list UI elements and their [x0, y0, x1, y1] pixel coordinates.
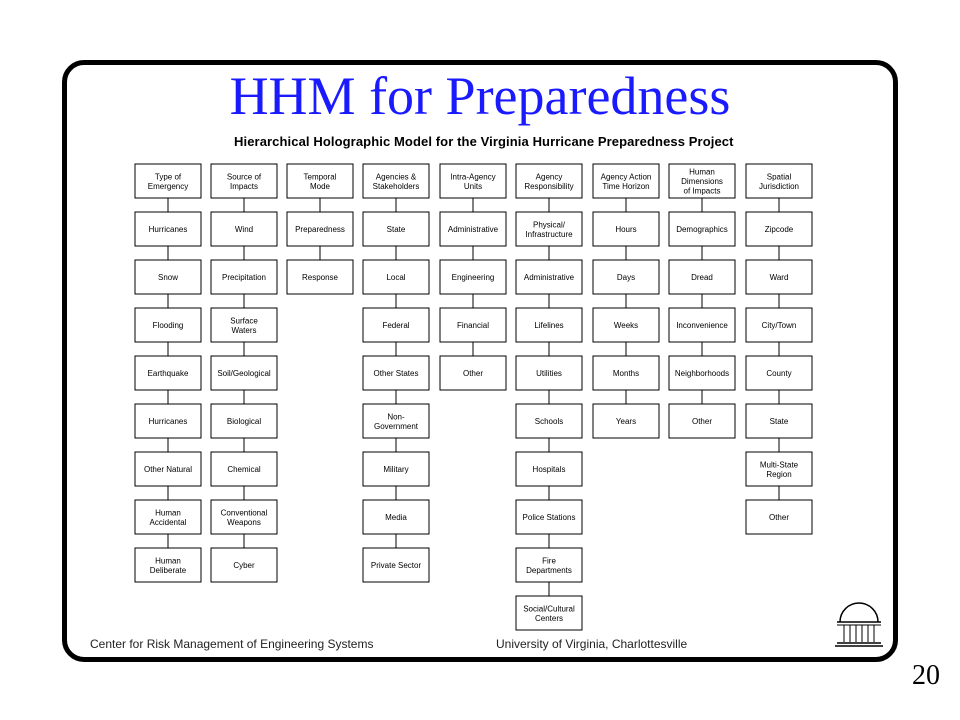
sub-node-5-1-label: Administrative — [447, 225, 499, 234]
sub-node-7-1-label: Hours — [615, 225, 637, 234]
category-node-5-label: Units — [463, 181, 483, 191]
sub-node-7-2 — [593, 260, 659, 294]
sub-node-4-5-label: Government — [373, 421, 419, 431]
sub-node-9-2 — [746, 260, 812, 294]
sub-node-2-8-label: Cyber — [233, 561, 255, 570]
sub-node-2-7-label: Weapons — [227, 517, 261, 527]
sub-node-2-4-label: Soil/Geological — [217, 369, 271, 378]
sub-node-9-2-label: Ward — [769, 273, 789, 282]
sub-node-6-3-label: Lifelines — [534, 321, 564, 330]
category-node-1-label: Type of — [154, 172, 182, 182]
sub-node-2-6 — [211, 452, 277, 486]
category-node-2-label: Source of — [226, 172, 262, 182]
page-number: 20 — [912, 660, 940, 691]
sub-node-2-2 — [211, 260, 277, 294]
sub-node-5-2 — [440, 260, 506, 294]
category-node-5-label: Intra-Agency — [450, 172, 496, 182]
sub-node-4-8-label: Private Sector — [370, 561, 422, 570]
category-node-7 — [593, 164, 659, 198]
sub-node-5-1 — [440, 212, 506, 246]
sub-node-6-8-label: Departments — [526, 565, 572, 575]
sub-node-2-3-label: Surface — [230, 316, 258, 326]
diagram-subtitle: Hierarchical Holographic Model for the Virginia Hurricane Preparedness Project — [234, 134, 734, 149]
sub-node-2-1-label: Wind — [234, 225, 254, 234]
sub-node-2-7-label: Conventional — [220, 508, 268, 518]
sub-node-3-2 — [287, 260, 353, 294]
sub-node-1-3 — [135, 308, 201, 342]
category-node-8 — [669, 164, 735, 198]
sub-node-1-2 — [135, 260, 201, 294]
sub-node-5-2-label: Engineering — [451, 273, 495, 282]
category-node-1-label: Emergency — [147, 181, 189, 191]
sub-node-1-7 — [135, 500, 201, 534]
sub-node-2-3 — [211, 308, 277, 342]
category-node-3 — [287, 164, 353, 198]
sub-node-4-7-label: Media — [385, 513, 407, 522]
sub-node-1-7-label: Accidental — [149, 517, 187, 527]
sub-node-9-5-label: State — [769, 417, 789, 426]
category-node-9 — [746, 164, 812, 198]
sub-node-4-5-label: Non- — [387, 412, 405, 422]
slide-title: HHM for Preparedness — [229, 66, 731, 126]
sub-node-8-4 — [669, 356, 735, 390]
sub-node-6-7-label: Police Stations — [522, 513, 576, 522]
sub-node-1-2-label: Snow — [157, 273, 179, 282]
sub-node-2-7 — [211, 500, 277, 534]
category-node-7-label: Time Horizon — [602, 181, 650, 191]
category-node-9-label: Jurisdiction — [758, 181, 800, 191]
sub-node-2-3-label: Waters — [231, 325, 257, 335]
sub-node-6-9-label: Centers — [534, 613, 564, 623]
category-node-7-label: Agency Action — [600, 172, 652, 182]
sub-node-1-1-label: Hurricanes — [148, 225, 188, 234]
sub-node-8-2-label: Dread — [691, 273, 713, 282]
sub-node-6-2 — [516, 260, 582, 294]
sub-node-1-8-label: Human — [155, 556, 181, 566]
sub-node-4-7 — [363, 500, 429, 534]
category-node-6-label: Responsibility — [524, 181, 574, 191]
category-node-5 — [440, 164, 506, 198]
sub-node-6-9-label: Social/Cultural — [523, 604, 575, 614]
sub-node-7-5-label: Years — [615, 417, 637, 426]
sub-node-7-1 — [593, 212, 659, 246]
category-node-3-label: Temporal — [303, 172, 337, 182]
sub-node-1-3-label: Flooding — [152, 321, 184, 330]
sub-node-6-6 — [516, 452, 582, 486]
category-node-1 — [135, 164, 201, 198]
footer-left-text: Center for Risk Management of Engineering Systems — [90, 637, 374, 651]
sub-node-8-1 — [669, 212, 735, 246]
sub-node-2-8 — [211, 548, 277, 582]
category-node-9-label: Spatial — [766, 172, 792, 182]
sub-node-8-2 — [669, 260, 735, 294]
sub-node-9-1 — [746, 212, 812, 246]
sub-node-9-4-label: County — [766, 369, 792, 378]
sub-node-4-3-label: Federal — [382, 321, 410, 330]
sub-node-1-6 — [135, 452, 201, 486]
sub-node-1-1 — [135, 212, 201, 246]
sub-node-4-1 — [363, 212, 429, 246]
sub-node-2-5 — [211, 404, 277, 438]
sub-node-5-3-label: Financial — [456, 321, 490, 330]
sub-node-4-4 — [363, 356, 429, 390]
sub-node-9-3-label: City/Town — [761, 321, 797, 330]
sub-node-4-4-label: Other States — [373, 369, 419, 378]
category-node-2-label: Impacts — [229, 181, 259, 191]
sub-node-4-6 — [363, 452, 429, 486]
sub-node-6-2-label: Administrative — [523, 273, 575, 282]
sub-node-6-5 — [516, 404, 582, 438]
sub-node-6-6-label: Hospitals — [532, 465, 566, 474]
sub-node-7-4-label: Months — [612, 369, 640, 378]
sub-node-6-3 — [516, 308, 582, 342]
sub-node-4-1-label: State — [386, 225, 406, 234]
sub-node-1-5-label: Hurricanes — [148, 417, 188, 426]
category-node-8-label: Dimensions — [681, 177, 723, 186]
sub-node-5-4 — [440, 356, 506, 390]
category-node-8-label: Human — [689, 167, 715, 177]
sub-node-9-4 — [746, 356, 812, 390]
sub-node-9-6-label: Multi-State — [759, 460, 799, 470]
sub-node-8-5 — [669, 404, 735, 438]
sub-node-4-6-label: Military — [383, 465, 409, 474]
sub-node-1-7-label: Human — [155, 508, 181, 518]
sub-node-4-8 — [363, 548, 429, 582]
sub-node-1-8-label: Deliberate — [149, 565, 187, 575]
sub-node-8-3 — [669, 308, 735, 342]
category-node-4-label: Agencies & — [375, 172, 417, 182]
category-node-2 — [211, 164, 277, 198]
sub-node-7-2-label: Days — [616, 273, 636, 282]
sub-node-9-7-label: Other — [768, 513, 790, 522]
sub-node-9-6 — [746, 452, 812, 486]
sub-node-2-4 — [211, 356, 277, 390]
sub-node-9-5 — [746, 404, 812, 438]
sub-node-1-6-label: Other Natural — [143, 465, 193, 474]
sub-node-9-1-label: Zipcode — [764, 225, 794, 234]
category-node-6 — [516, 164, 582, 198]
sub-node-6-5-label: Schools — [534, 417, 564, 426]
sub-node-2-1 — [211, 212, 277, 246]
sub-node-6-8 — [516, 548, 582, 582]
sub-node-4-2 — [363, 260, 429, 294]
sub-node-3-1 — [287, 212, 353, 246]
sub-node-6-1-label: Infrastructure — [525, 229, 573, 239]
sub-node-8-3-label: Inconvenience — [676, 321, 728, 330]
sub-node-7-3-label: Weeks — [613, 321, 639, 330]
sub-node-1-4-label: Earthquake — [147, 369, 189, 378]
sub-node-7-3 — [593, 308, 659, 342]
sub-node-4-5 — [363, 404, 429, 438]
sub-node-3-1-label: Preparedness — [295, 225, 345, 234]
sub-node-1-4 — [135, 356, 201, 390]
sub-node-6-1-label: Physical/ — [532, 220, 566, 230]
sub-node-8-4-label: Neighborhoods — [674, 369, 730, 378]
sub-node-5-4-label: Other — [462, 369, 484, 378]
sub-node-6-1 — [516, 212, 582, 246]
sub-node-7-4 — [593, 356, 659, 390]
sub-node-1-5 — [135, 404, 201, 438]
sub-node-3-2-label: Response — [301, 273, 339, 282]
sub-node-8-1-label: Demographics — [676, 225, 728, 234]
sub-node-4-2-label: Local — [386, 273, 406, 282]
sub-node-2-2-label: Precipitation — [221, 273, 267, 282]
sub-node-6-8-label: Fire — [542, 556, 556, 566]
footer-right-text: University of Virginia, Charlottesville — [496, 637, 688, 651]
sub-node-2-6-label: Chemical — [227, 465, 261, 474]
sub-node-9-7 — [746, 500, 812, 534]
sub-node-9-3 — [746, 308, 812, 342]
sub-node-5-3 — [440, 308, 506, 342]
category-node-8-label: of Impacts — [683, 186, 721, 196]
sub-node-6-7 — [516, 500, 582, 534]
sub-node-8-5-label: Other — [691, 417, 713, 426]
category-node-4-label: Stakeholders — [372, 181, 420, 191]
sub-node-7-5 — [593, 404, 659, 438]
category-node-6-label: Agency — [535, 172, 563, 182]
category-node-4 — [363, 164, 429, 198]
sub-node-4-3 — [363, 308, 429, 342]
sub-node-9-6-label: Region — [766, 469, 792, 479]
sub-node-6-4-label: Utilities — [536, 369, 562, 378]
sub-node-6-4 — [516, 356, 582, 390]
sub-node-1-8 — [135, 548, 201, 582]
sub-node-6-9 — [516, 596, 582, 630]
rotunda-logo-icon — [834, 600, 884, 650]
category-node-3-label: Mode — [309, 181, 331, 191]
sub-node-2-5-label: Biological — [226, 417, 262, 426]
